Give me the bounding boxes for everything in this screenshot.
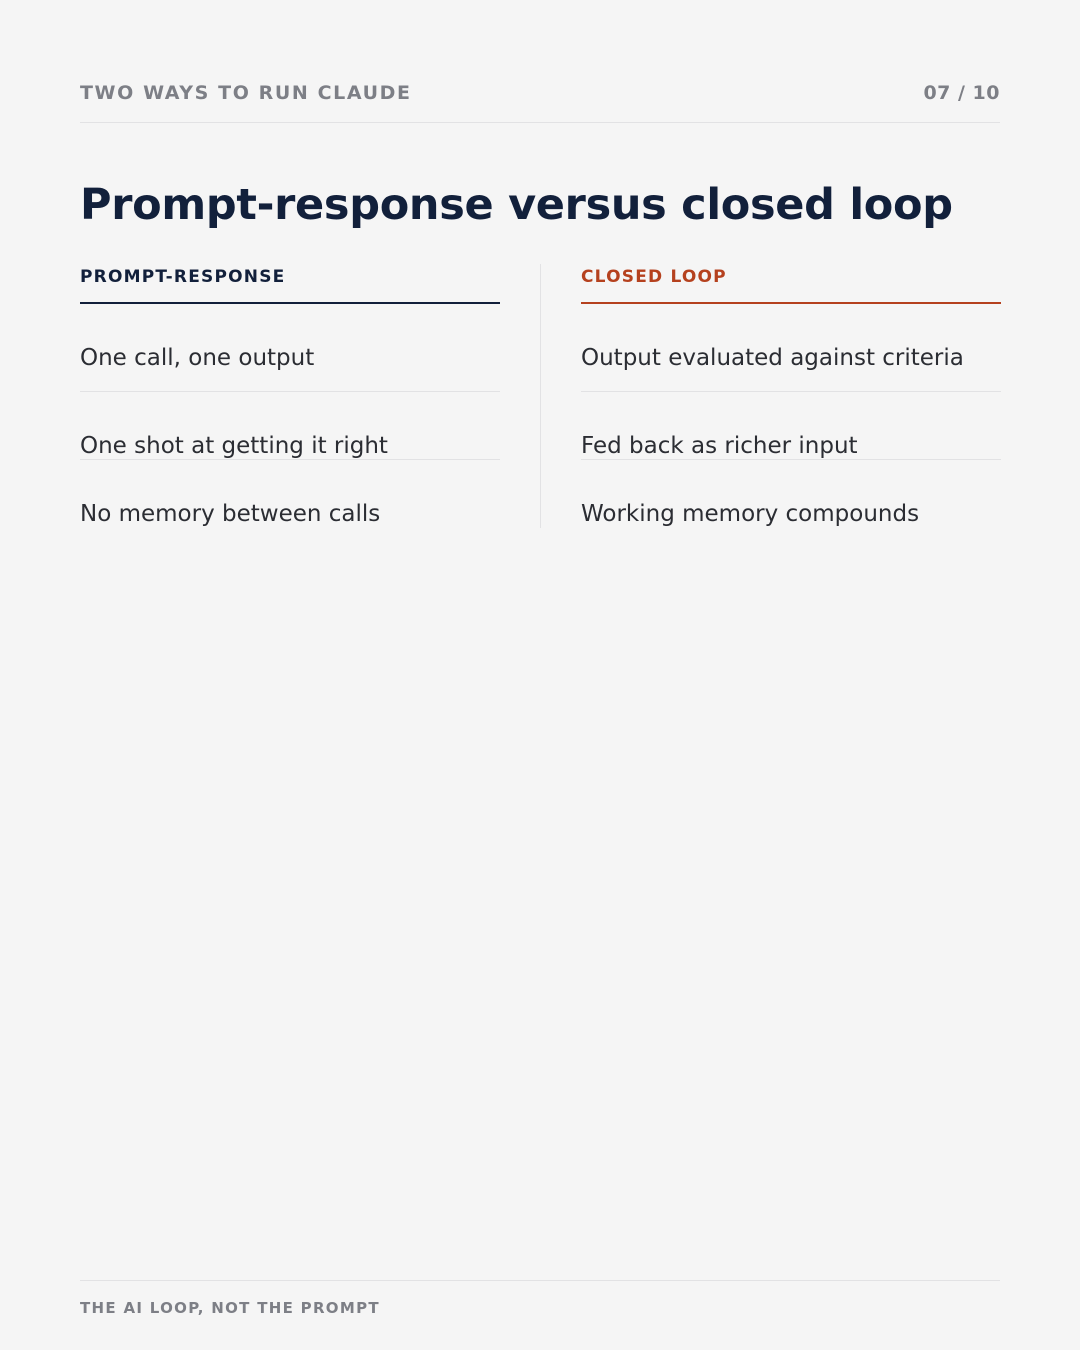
slide-header <box>80 80 1000 123</box>
closed-loop-heading: CLOSED LOOP <box>581 264 1001 304</box>
list-item: No memory between calls <box>80 501 381 527</box>
list-item: Fed back as richer input <box>581 392 1001 460</box>
prompt-response-column <box>80 264 500 527</box>
closed-loop-column <box>581 264 1001 527</box>
footer-text: THE AI LOOP, NOT THE PROMPT <box>80 1299 380 1317</box>
list-item: One shot at getting it right <box>80 392 500 460</box>
page-number: 07 / 10 <box>923 82 1000 104</box>
slide-footer <box>80 1280 1000 1319</box>
list-item: Working memory compounds <box>581 501 920 527</box>
list-item: One call, one output <box>80 304 500 392</box>
closed-loop-list <box>581 304 1001 527</box>
slide-eyebrow: TWO WAYS TO RUN CLAUDE <box>80 82 412 104</box>
slide-title: Prompt-response versus closed loop <box>80 180 953 230</box>
prompt-response-heading: PROMPT-RESPONSE <box>80 264 500 304</box>
list-item: Output evaluated against criteria <box>581 304 1001 392</box>
comparison-columns <box>80 264 1000 528</box>
column-divider <box>540 264 541 528</box>
prompt-response-list <box>80 304 500 527</box>
